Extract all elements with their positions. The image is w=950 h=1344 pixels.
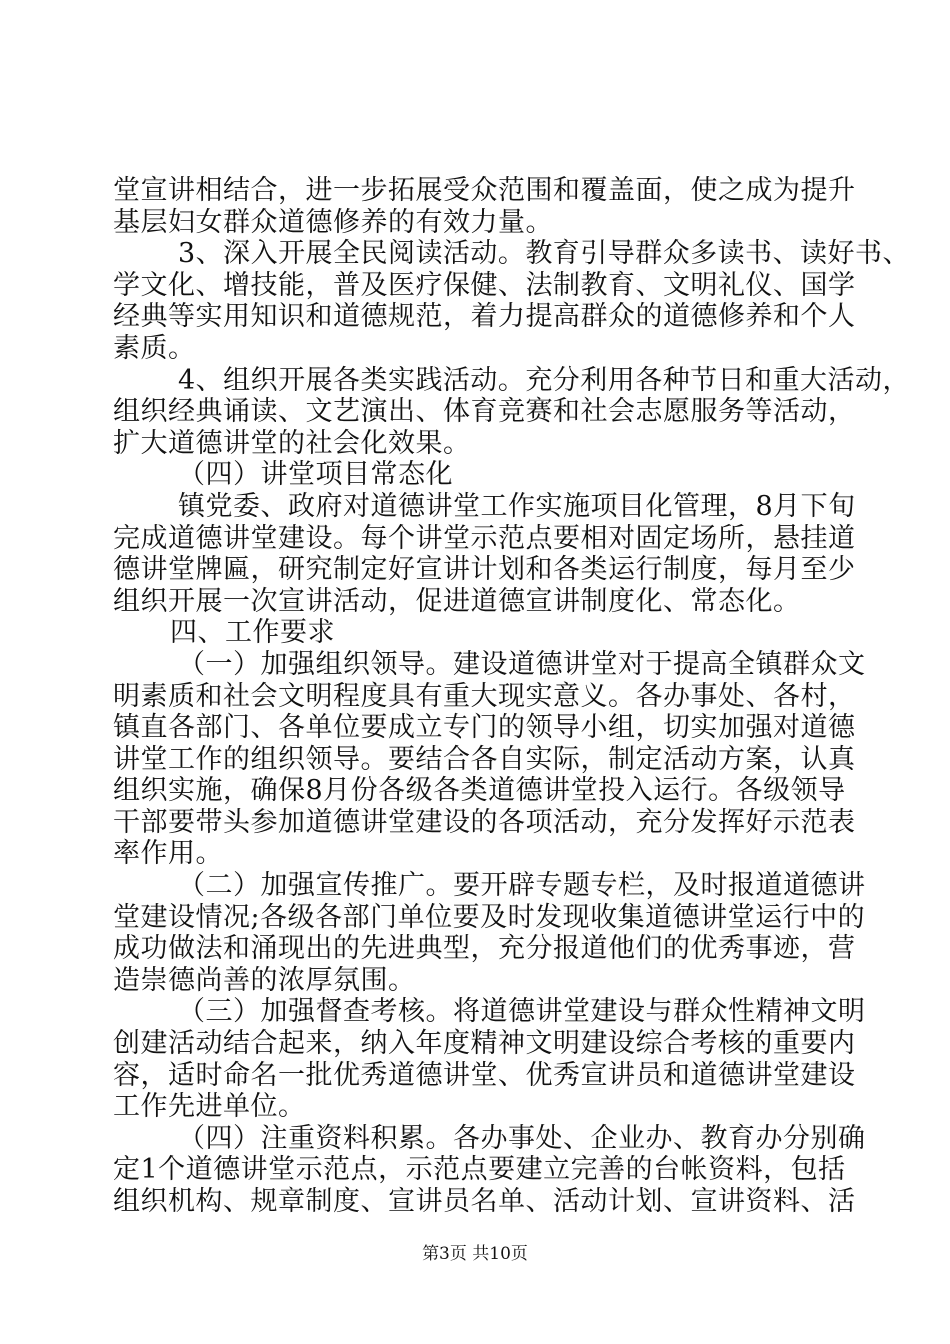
- text-line: 学文化、增技能，普及医疗保健、法制教育、文明礼仪、国学: [113, 270, 856, 301]
- text-line: 镇党委、政府对道德讲堂工作实施项目化管理，8月下旬: [178, 491, 856, 522]
- text-line: 镇直各部门、各单位要成立专门的领导小组，切实加强对道德: [113, 712, 856, 743]
- text-line: 4、组织开展各类实践活动。充分利用各种节日和重大活动，: [178, 365, 910, 396]
- text-line: 造崇德尚善的浓厚氛围。: [113, 965, 416, 996]
- section-heading: 四、工作要求: [170, 617, 335, 648]
- text-line: 基层妇女群众道德修养的有效力量。: [113, 207, 553, 238]
- text-line: 3、深入开展全民阅读活动。教育引导群众多读书、读好书、: [178, 238, 910, 269]
- text-line: 素质。: [113, 333, 196, 364]
- text-line: 经典等实用知识和道德规范，着力提高群众的道德修养和个人: [113, 301, 856, 332]
- text-line: 组织经典诵读、文艺演出、体育竞赛和社会志愿服务等活动，: [113, 396, 856, 427]
- text-line: （一）加强组织领导。建设道德讲堂对于提高全镇群众文: [178, 649, 866, 680]
- text-line: 组织机构、规章制度、宣讲员名单、活动计划、宣讲资料、活: [113, 1186, 856, 1217]
- text-line: （三）加强督查考核。将道德讲堂建设与群众性精神文明: [178, 996, 866, 1027]
- text-line: （四）注重资料积累。各办事处、企业办、教育办分别确: [178, 1123, 866, 1154]
- text-line: 干部要带头参加道德讲堂建设的各项活动，充分发挥好示范表: [113, 807, 856, 838]
- page-number: 第3页 共10页: [422, 1244, 528, 1264]
- text-line: 组织实施，确保8月份各级各类道德讲堂投入运行。各级领导: [113, 775, 846, 806]
- text-line: 率作用。: [113, 838, 223, 869]
- text-line: 德讲堂牌匾，研究制定好宣讲计划和各类运行制度，每月至少: [113, 554, 856, 585]
- text-line: 扩大道德讲堂的社会化效果。: [113, 428, 471, 459]
- text-line: 成功做法和涌现出的先进典型，充分报道他们的优秀事迹，营: [113, 933, 856, 964]
- text-line: 堂宣讲相结合，进一步拓展受众范围和覆盖面，使之成为提升: [113, 175, 856, 206]
- text-line: 完成道德讲堂建设。每个讲堂示范点要相对固定场所，悬挂道: [113, 523, 856, 554]
- text-line: 明素质和社会文明程度具有重大现实意义。各办事处、各村，: [113, 681, 856, 712]
- text-line: 讲堂工作的组织领导。要结合各自实际，制定活动方案，认真: [113, 744, 856, 775]
- text-line: 容，适时命名一批优秀道德讲堂、优秀宣讲员和道德讲堂建设: [113, 1060, 856, 1091]
- text-line: 堂建设情况;各级各部门单位要及时发现收集道德讲堂运行中的: [113, 902, 866, 933]
- text-line: 工作先进单位。: [113, 1091, 306, 1122]
- text-line: 定1个道德讲堂示范点，示范点要建立完善的台帐资料，包括: [113, 1154, 846, 1185]
- text-line: 组织开展一次宣讲活动，促进道德宣讲制度化、常态化。: [113, 586, 801, 617]
- text-line: （二）加强宣传推广。要开辟专题专栏，及时报道道德讲: [178, 870, 866, 901]
- section-heading: （四）讲堂项目常态化: [178, 459, 453, 490]
- text-line: 创建活动结合起来，纳入年度精神文明建设综合考核的重要内: [113, 1028, 856, 1059]
